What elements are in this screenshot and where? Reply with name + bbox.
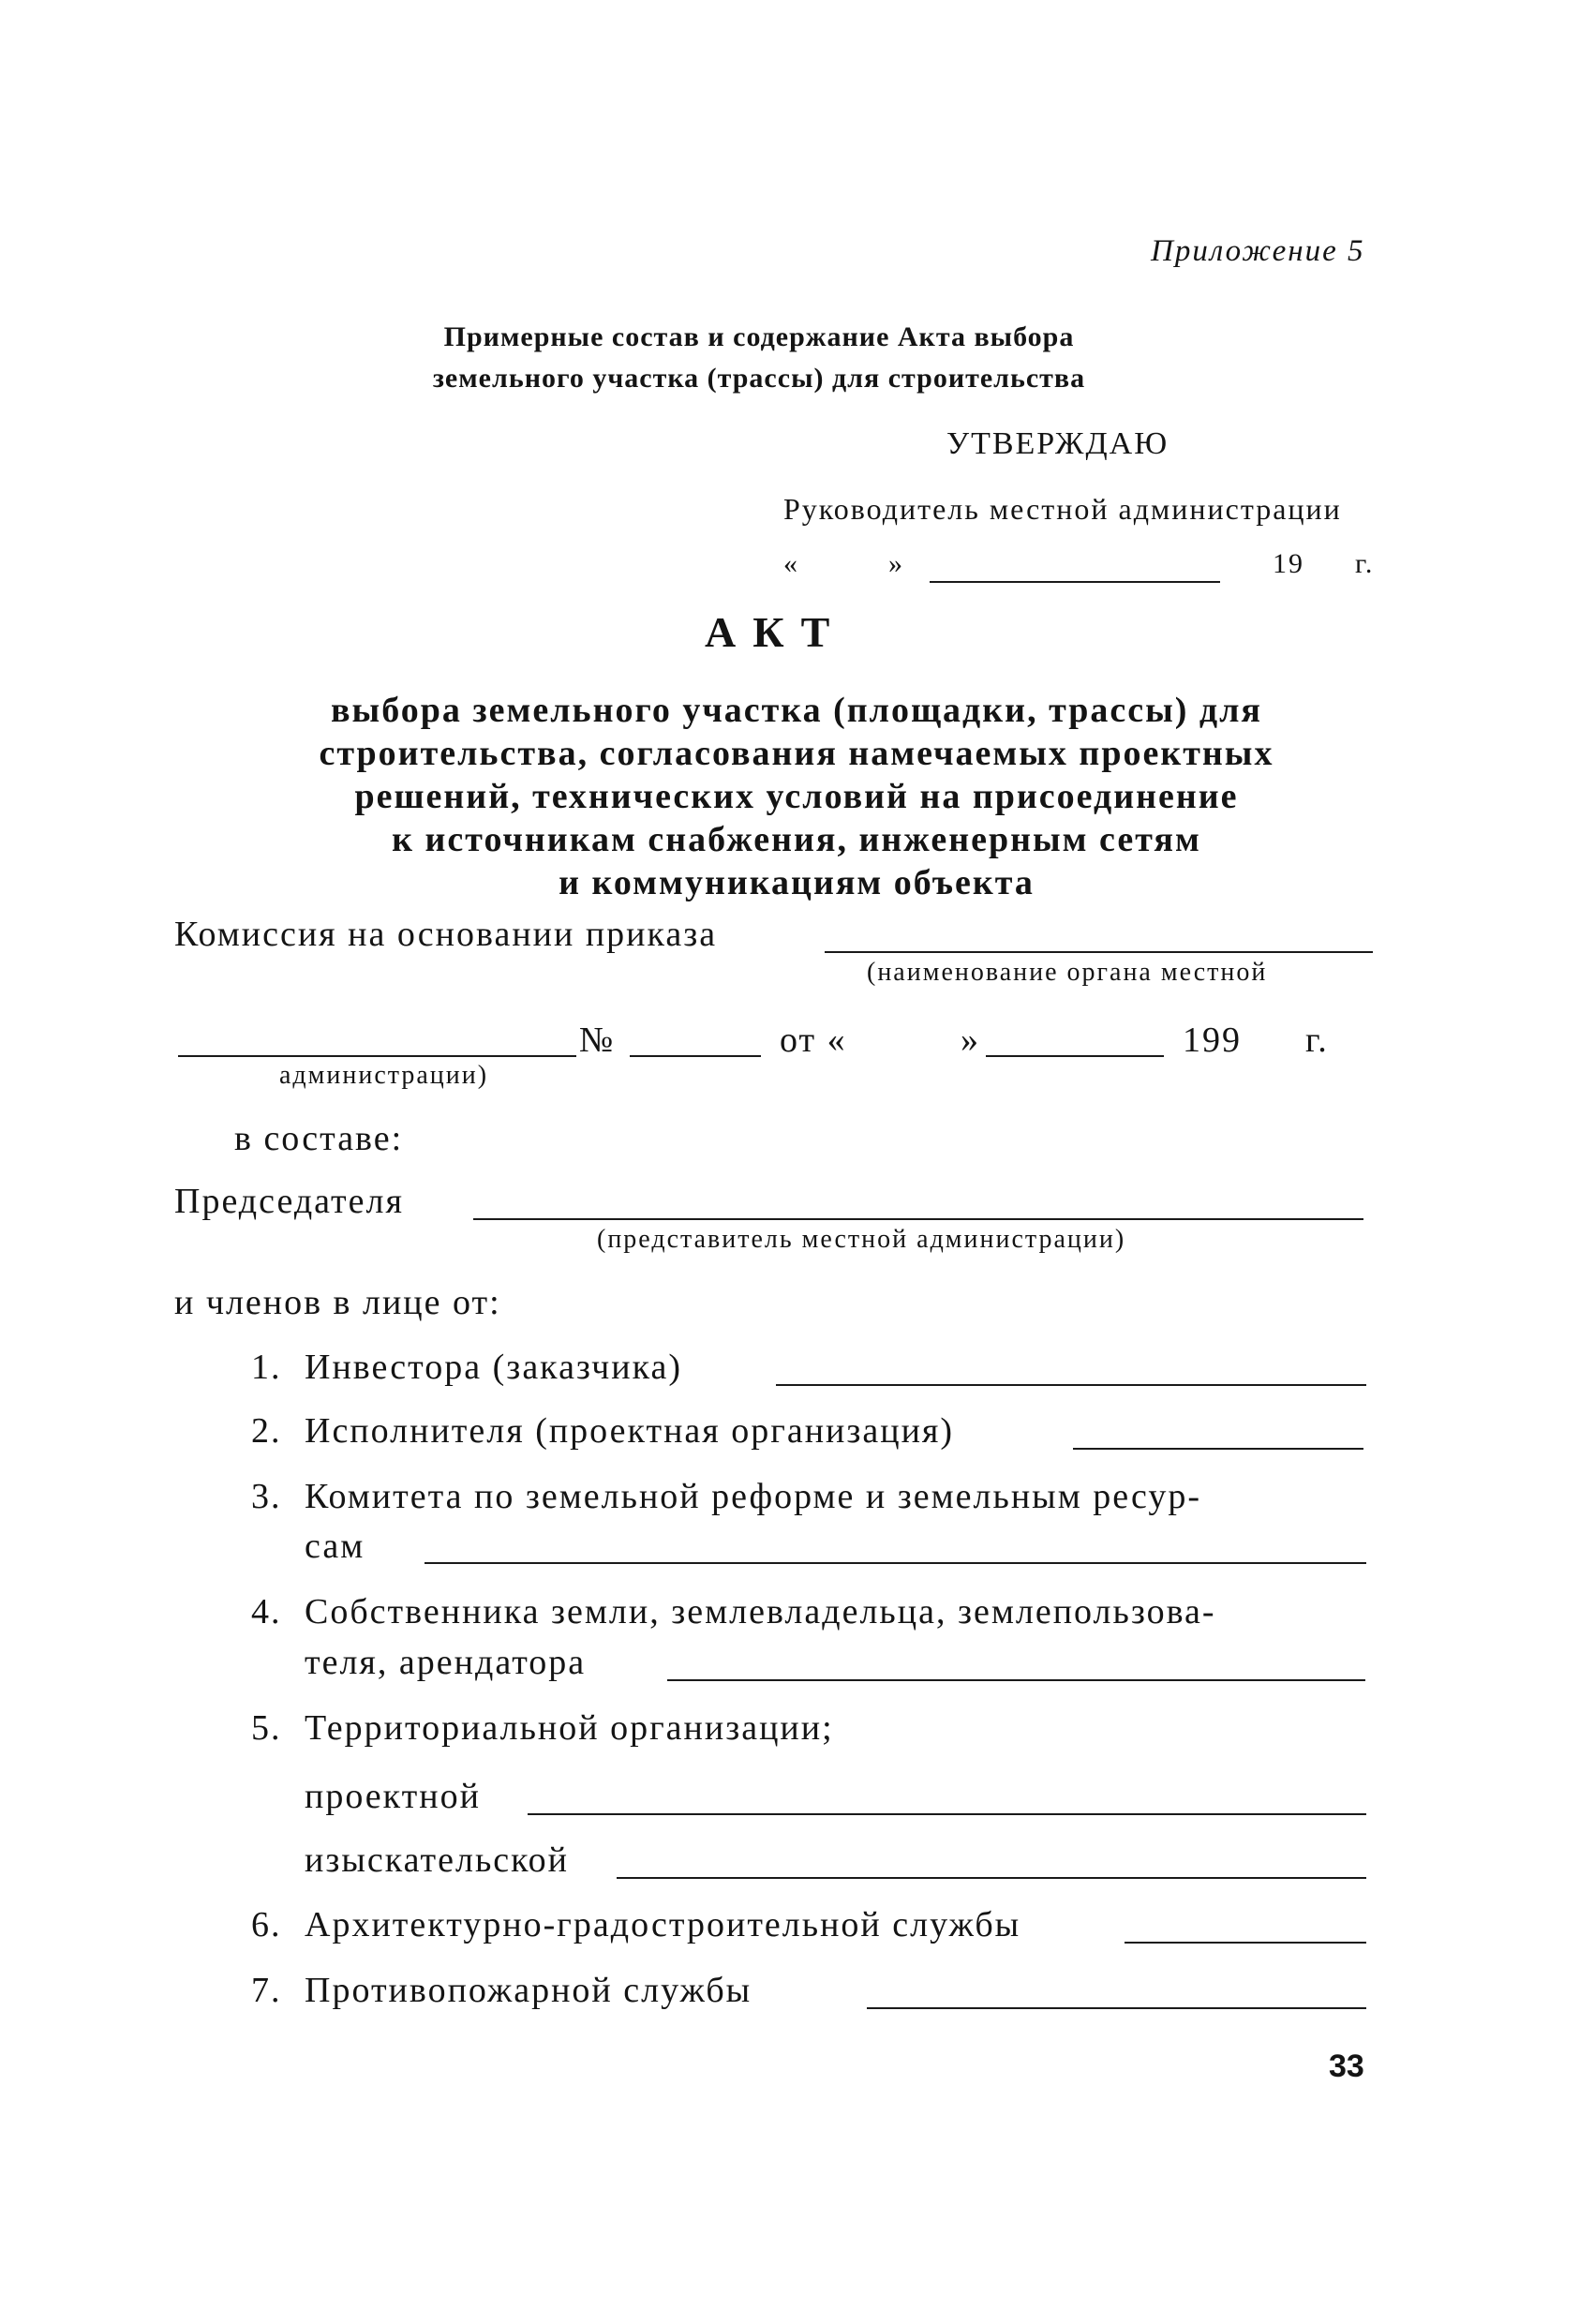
- chairman-line: [473, 1218, 1363, 1220]
- member-7-text: Противопожарной службы: [305, 1971, 752, 2010]
- member-3-number: 3.: [251, 1477, 282, 1516]
- approval-date-close-quote: »: [888, 548, 904, 579]
- member-7-line: [867, 2007, 1366, 2009]
- member-5-survey-line: [617, 1877, 1366, 1879]
- subtitle-line-2: строительства, согласования намечаемых проектных: [319, 734, 1274, 773]
- appendix-label: Приложение 5: [1151, 234, 1365, 268]
- member-5-survey-label: изыскательской: [305, 1840, 570, 1880]
- member-5-text: Территориальной организации;: [305, 1708, 834, 1748]
- subtitle-line-3: решений, технических условий на присоединение: [354, 777, 1239, 816]
- commission-caption-2: администрации): [279, 1061, 489, 1090]
- member-2-line: [1073, 1448, 1363, 1450]
- member-1-number: 1.: [251, 1348, 282, 1387]
- commission-from-label: от «: [780, 1020, 847, 1060]
- commission-label: Комиссия на основании приказа: [174, 915, 718, 954]
- composition-label: в составе:: [234, 1119, 404, 1158]
- subtitle-line-4: к источникам снабжения, инженерным сетям: [392, 820, 1201, 859]
- page-number: 33: [1329, 2048, 1364, 2084]
- member-4-number: 4.: [251, 1592, 282, 1631]
- member-1-text: Инвестора (заказчика): [305, 1348, 683, 1387]
- approval-year-suffix: г.: [1355, 548, 1375, 579]
- subtitle-line-1: выбора земельного участка (площадки, трассы) для: [331, 691, 1262, 730]
- member-5-number: 5.: [251, 1708, 282, 1748]
- approval-date-line: [930, 581, 1220, 583]
- commission-caption-1: (наименование органа местной: [867, 958, 1268, 987]
- member-2-text: Исполнителя (проектная организация): [305, 1411, 955, 1451]
- approve-label: УТВЕРЖДАЮ: [946, 426, 1169, 461]
- member-5-project-line: [528, 1813, 1366, 1815]
- member-1-line: [776, 1384, 1366, 1386]
- member-6-line: [1125, 1942, 1366, 1944]
- heading-line-1: Примерные состав и содержание Акта выбора: [443, 321, 1075, 352]
- chairman-label: Председателя: [174, 1182, 404, 1221]
- member-4-text-cont: теля, арендатора: [305, 1643, 587, 1682]
- member-2-number: 2.: [251, 1411, 282, 1451]
- heading-line-2: земельного участка (трассы) для строительства: [432, 363, 1086, 394]
- member-3-text: Комитета по земельной реформе и земельным ресур-: [305, 1477, 1202, 1516]
- member-5-project-label: проектной: [305, 1777, 481, 1816]
- commission-number-sign: №: [579, 1020, 616, 1060]
- member-4-text: Собственника земли, землевладельца, землепользова-: [305, 1592, 1216, 1631]
- subtitle-line-5: и коммуникациям объекта: [559, 863, 1035, 902]
- approver-position: Руководитель местной администрации: [783, 492, 1342, 526]
- member-6-number: 6.: [251, 1905, 282, 1944]
- document-title: АКТ: [705, 608, 847, 656]
- approval-year: 19: [1273, 548, 1304, 579]
- commission-date-line: [986, 1055, 1164, 1057]
- member-3-line: [425, 1562, 1366, 1564]
- document-subtitle: [216, 689, 1378, 904]
- member-7-number: 7.: [251, 1971, 282, 2010]
- commission-date-close-quote: »: [961, 1020, 980, 1060]
- document-heading: [356, 317, 1162, 399]
- chairman-caption: (представитель местной администрации): [597, 1225, 1126, 1254]
- commission-authority-line: [178, 1055, 576, 1057]
- commission-order-line: [825, 951, 1373, 953]
- member-4-line: [667, 1679, 1365, 1681]
- members-label: и членов в лице от:: [174, 1283, 501, 1322]
- commission-year-suffix: г.: [1305, 1020, 1329, 1060]
- approval-date-open-quote: «: [783, 548, 799, 579]
- member-3-text-cont: сам: [305, 1527, 365, 1566]
- commission-number-line: [630, 1055, 761, 1057]
- member-6-text: Архитектурно-градостроительной службы: [305, 1905, 1021, 1944]
- commission-year: 199: [1183, 1020, 1242, 1060]
